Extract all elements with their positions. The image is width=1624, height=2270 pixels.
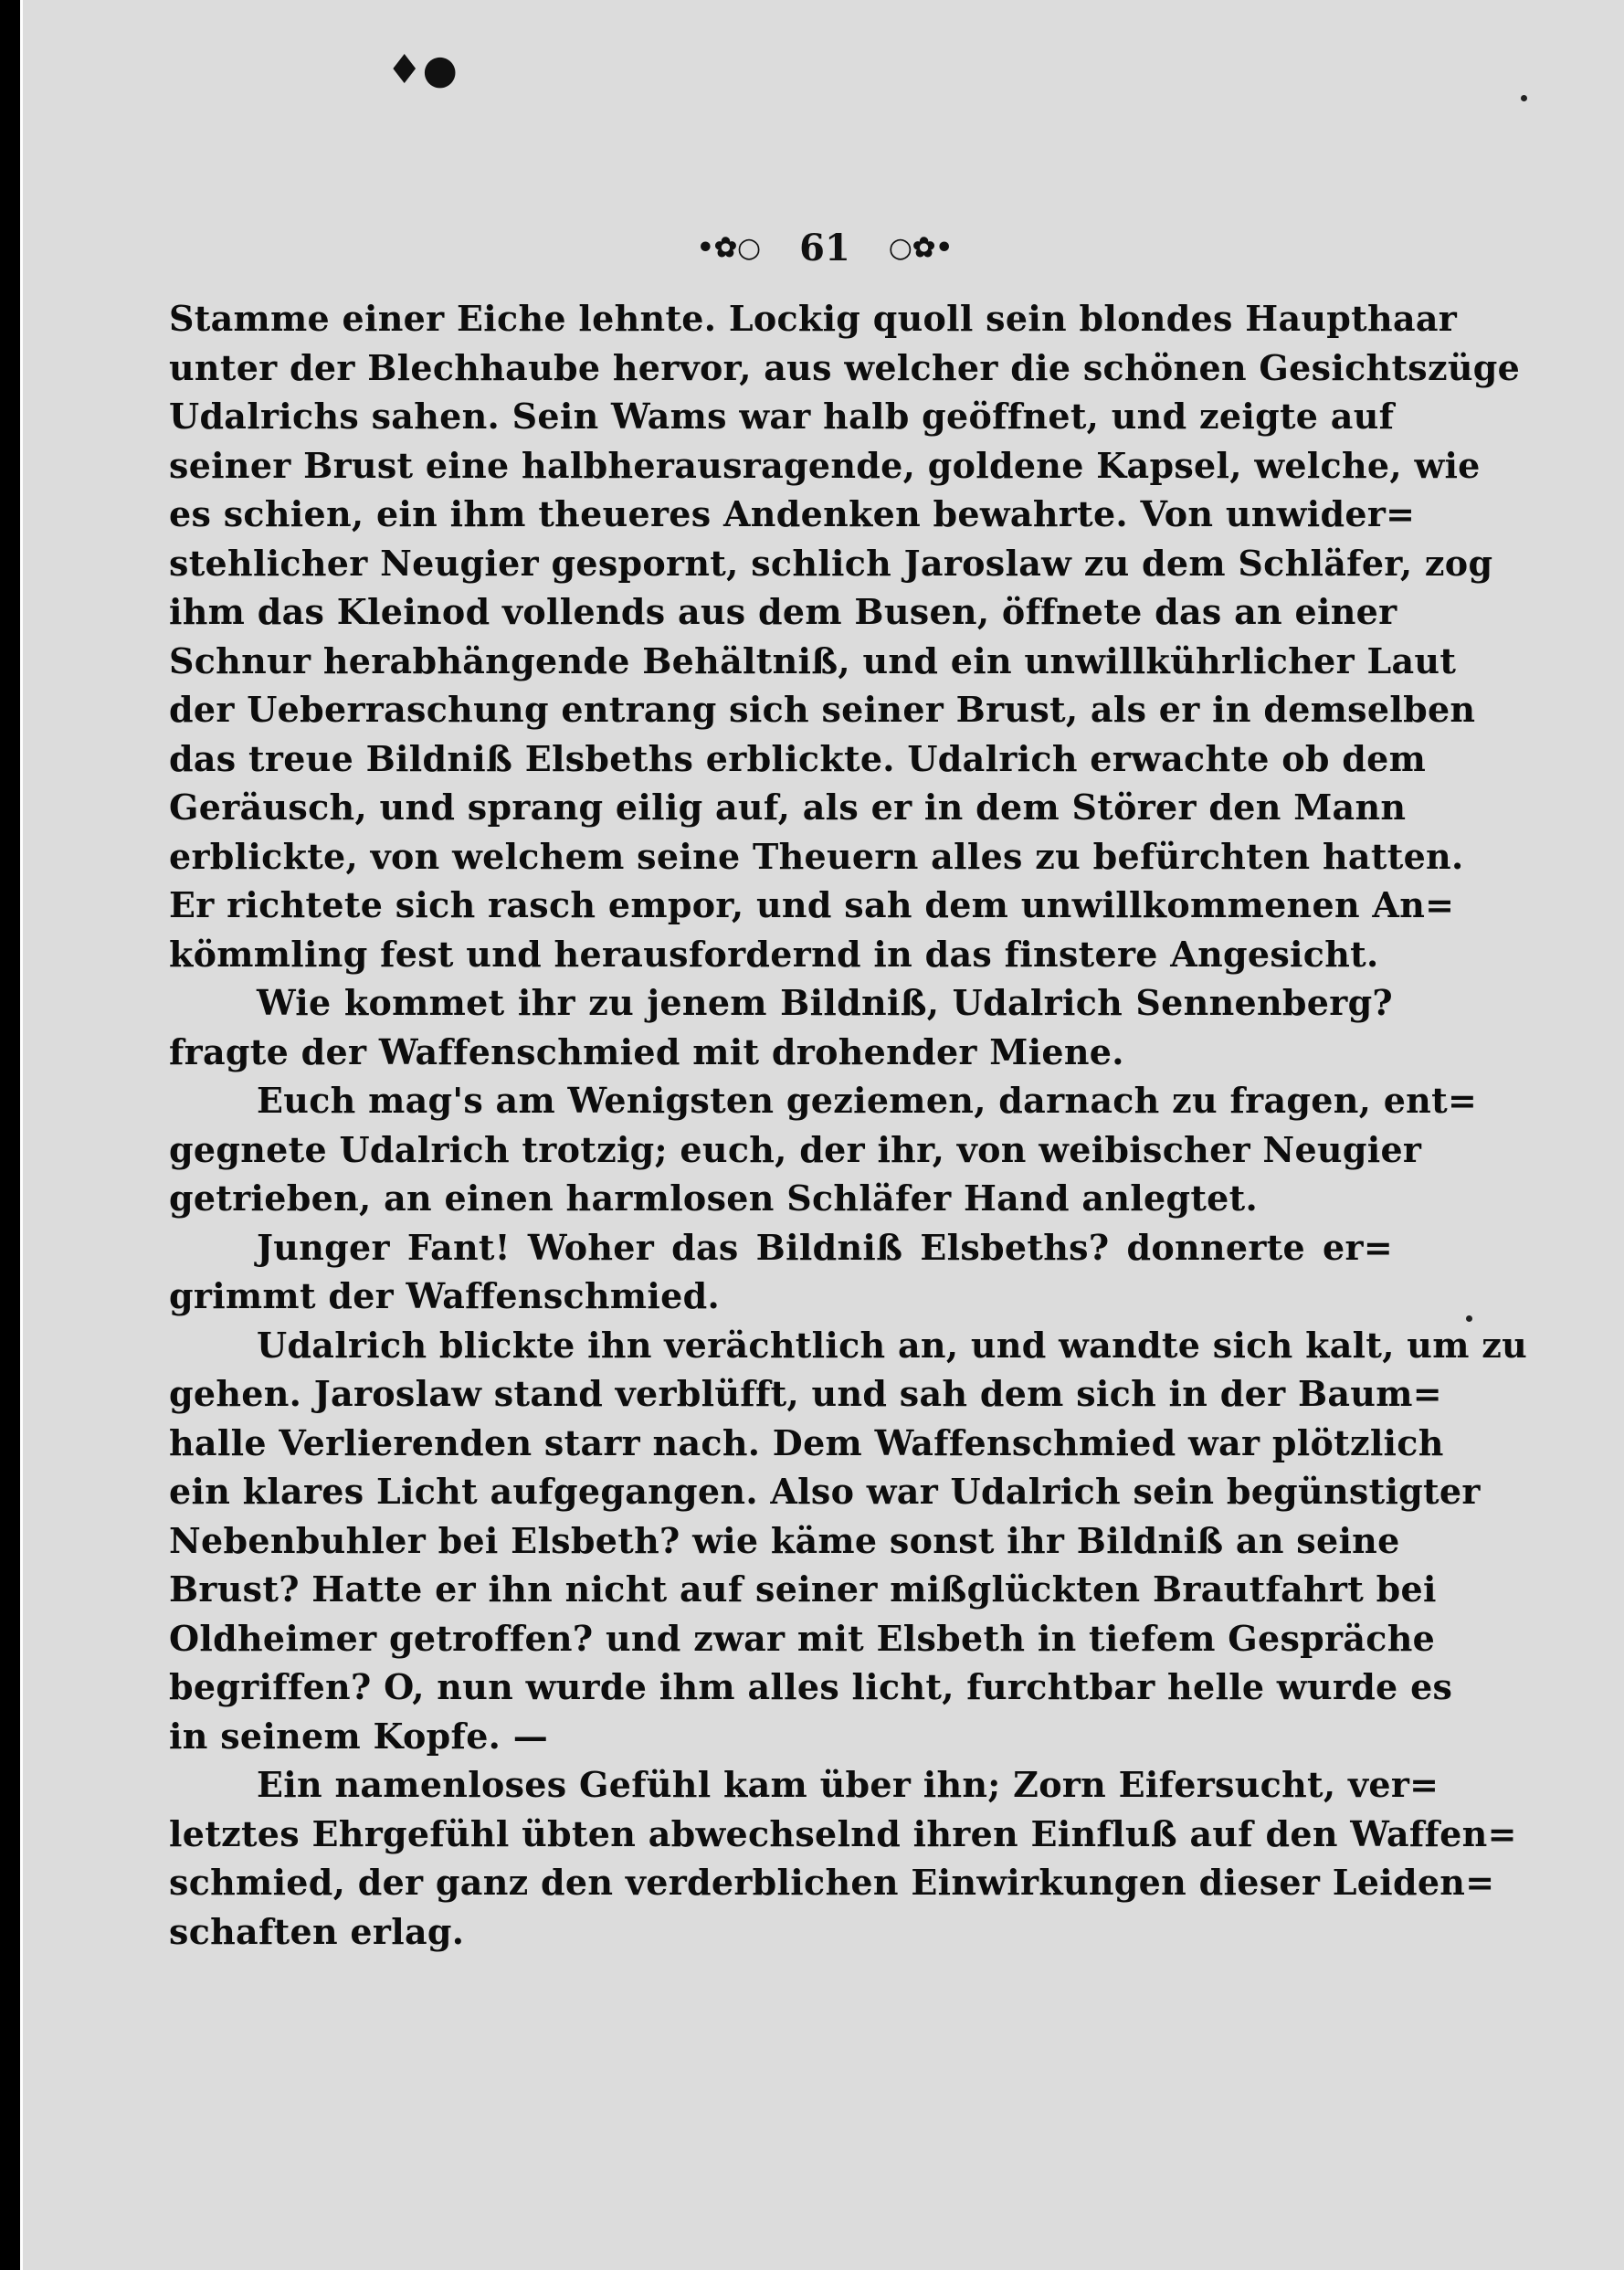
text-line: halle Verlierenden starr nach. Dem Waffenschmied war plötzlich: [169, 1421, 1444, 1463]
text-line: Brust? Hatte er ihn nicht auf seiner mißglückten Brautfahrt bei: [169, 1568, 1437, 1610]
text-line: erblickte, von welchem seine Theuern alles zu befürchten hatten.: [169, 835, 1464, 877]
text-line: Geräusch, und sprang eilig auf, als er in dem Störer den Mann: [169, 787, 1407, 828]
text-line: stehlicher Neugier gespornt, schlich Jaroslaw zu dem Schläfer, zog: [169, 542, 1493, 584]
ink-dot: [1521, 95, 1527, 101]
text-line: letztes Ehrgefühl übten abwechselnd ihren Einfluß auf den Waffen=: [169, 1812, 1517, 1854]
text-line: gehen. Jaroslaw stand verblüfft, und sah dem sich in der Baum=: [169, 1373, 1442, 1414]
text-line: der Ueberraschung entrang sich seiner Brust, als er in demselben: [169, 689, 1476, 730]
text-line: Stamme einer Eiche lehnte. Lockig quoll sein blondes Haupthaar: [169, 298, 1458, 339]
text-line: schmied, der ganz den verderblichen Einwirkungen dieser Leiden=: [169, 1862, 1495, 1903]
text-line: Wie kommet ihr zu jenem Bildniß, Udalrich Sennenberg?: [257, 982, 1393, 1023]
text-line: kömmling fest und herausfordernd in das finstere Angesicht.: [169, 933, 1379, 975]
text-line: Er richtete sich rasch empor, und sah dem unwillkommenen An=: [169, 884, 1455, 925]
page-header: [23, 223, 1624, 271]
text-line: es schien, ein ihm theueres Andenken bewahrte. Von unwider=: [169, 493, 1416, 534]
ink-speck: ♦●: [386, 47, 458, 93]
text-line: gegnete Udalrich trotzig; euch, der ihr, von weibischer Neugier: [169, 1128, 1422, 1170]
text-line: Euch mag's am Wenigsten geziemen, darnach zu fragen, ent=: [257, 1080, 1478, 1121]
ornament-right-icon: ○✿•: [888, 232, 954, 264]
text-line: seiner Brust eine halbherausragende, goldene Kapsel, welche, wie: [169, 444, 1481, 486]
text-line: Junger Fant! Woher das Bildniß Elsbeths? donnerte er=: [257, 1226, 1393, 1268]
text-line: getrieben, an einen harmlosen Schläfer Hand anlegtet.: [169, 1177, 1259, 1219]
page-number: 61: [799, 227, 850, 269]
text-line: in seinem Kopfe. —: [169, 1715, 549, 1757]
text-line: ein klares Licht aufgegangen. Also war Udalrich sein begünstigter: [169, 1471, 1481, 1512]
book-page: [20, 0, 1624, 2270]
ornament-left-icon: •✿○: [696, 232, 762, 264]
text-line: fragte der Waffenschmied mit drohender Miene.: [169, 1030, 1124, 1072]
text-line: unter der Blechhaube hervor, aus welcher die schönen Gesichtszüge: [169, 346, 1521, 388]
text-line: ihm das Kleinod vollends aus dem Busen, öffnete das an einer: [169, 591, 1397, 632]
text-line: das treue Bildniß Elsbeths erblickte. Udalrich erwachte ob dem: [169, 737, 1427, 779]
text-line: Nebenbuhler bei Elsbeth? wie käme sonst ihr Bildniß an seine: [169, 1519, 1400, 1561]
text-line: schaften erlag.: [169, 1910, 465, 1952]
text-line: Udalrich blickte ihn verächtlich an, und wandte sich kalt, um zu: [257, 1324, 1528, 1366]
text-line: Schnur herabhängende Behältniß, und ein unwillkührlicher Laut: [169, 639, 1457, 681]
text-line: grimmt der Waffenschmied.: [169, 1275, 720, 1316]
text-line: Ein namenloses Gefühl kam über ihn; Zorn Eifersucht, ver=: [257, 1764, 1439, 1805]
text-line: Oldheimer getroffen? und zwar mit Elsbeth in tiefem Gespräche: [169, 1617, 1436, 1659]
text-line: begriffen? O, nun wurde ihm alles licht, furchtbar helle wurde es: [169, 1666, 1453, 1707]
text-line: Udalrichs sahen. Sein Wams war halb geöffnet, und zeigte auf: [169, 396, 1395, 437]
body-text: [169, 294, 1528, 1956]
